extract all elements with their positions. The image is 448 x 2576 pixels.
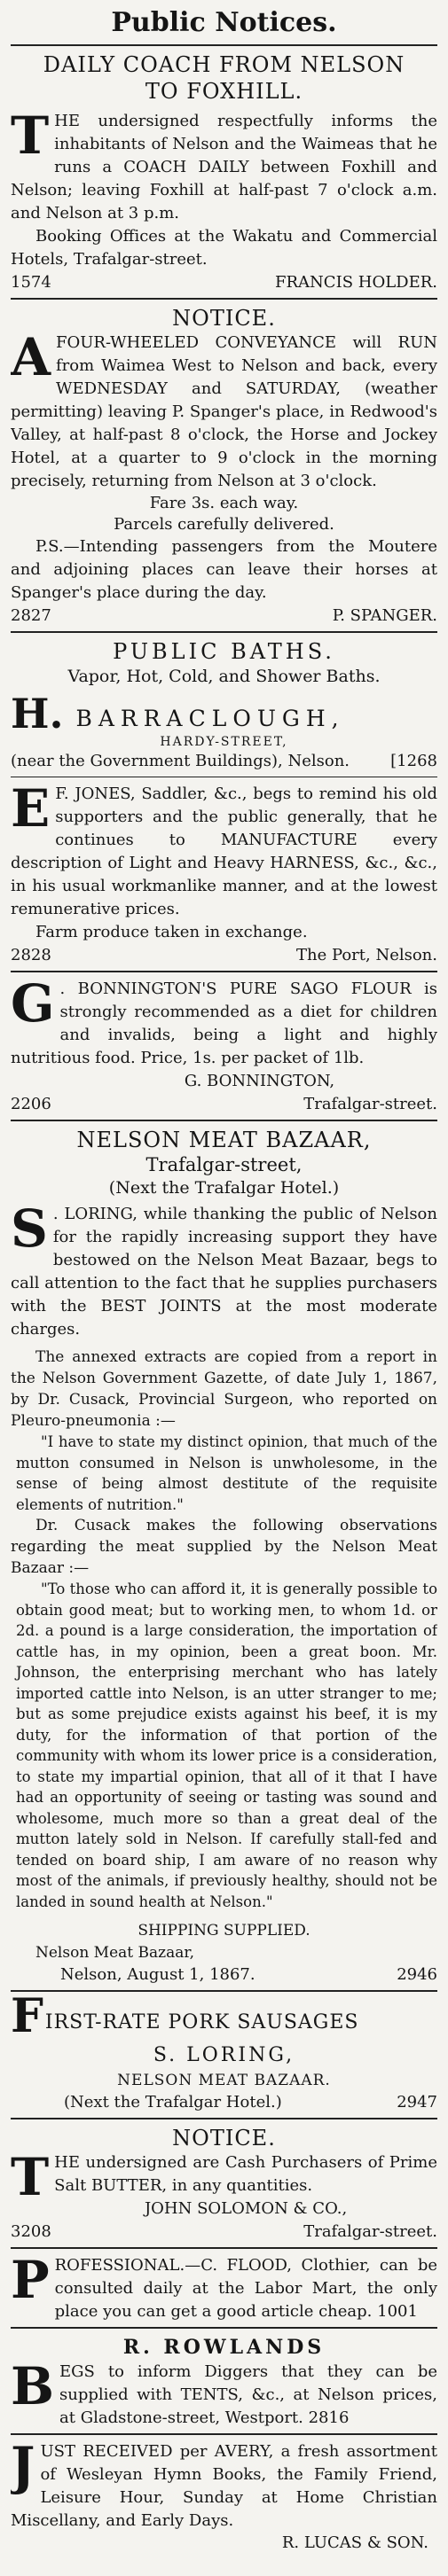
ref-number: 2827: [11, 606, 51, 625]
divider: [11, 631, 437, 633]
meat-next: (Next the Trafalgar Hotel.): [108, 1178, 340, 1198]
drop-cap: S: [11, 1198, 48, 1259]
coach-offices: Booking Offices at the Wakatu and Commercial Hotels, Trafalgar-street.: [11, 227, 437, 269]
drop-cap: P: [11, 2254, 50, 2310]
pork-title: IRST-RATE PORK SAUSAGES: [44, 2011, 359, 2033]
baths-notice: [11, 638, 437, 773]
pork-footer: [11, 2091, 437, 2114]
meat-street: Trafalgar-street,: [145, 1154, 303, 1175]
ref-number: 3208: [11, 2222, 51, 2241]
coach-text: HE undersigned respectfully informs the inhabitants of Nelson and the Waimeas that he runs a COACH DAILY between Foxhill and Nelson; leaving Foxhill at half-past 7 o'clock a.m. and Nelson at 3 p.m.: [11, 112, 437, 222]
meat-text: . LORING, while thanking the public of Nelson for the rapidly increasing support they have bestowed on the Nelson Meat Bazaar, begs to call attention to the fact that he supplies purchasers with the BEST JOINTS at the most moderate charges.: [11, 1205, 437, 1339]
conveyance-fare: Fare 3s. each way.: [149, 494, 299, 512]
drop-cap: F: [11, 1997, 43, 2043]
coach-title-2: TO FOXHILL.: [145, 79, 303, 104]
butter-footer: [11, 2221, 437, 2244]
ref-number: 2828: [11, 946, 51, 964]
ref-number: [1268: [390, 752, 437, 770]
drop-cap: T: [11, 105, 50, 166]
divider: [11, 1990, 437, 1992]
baths-near: (near the Government Buildings), Nelson.: [11, 752, 350, 770]
baths-street: HARDY-STREET,: [160, 735, 288, 749]
conveyance-notice: [11, 305, 437, 628]
baths-footer: [11, 750, 437, 773]
drop-cap: H.: [11, 690, 64, 738]
flood-body: [11, 2254, 437, 2323]
meat-shipping: SHIPPING SUPPLIED.: [138, 1922, 310, 1940]
pork-bazaar: NELSON MEAT BAZAAR.: [117, 2072, 331, 2089]
jones-farm: Farm produce taken in exchange.: [35, 923, 308, 941]
sago-body: [11, 978, 437, 1070]
butter-text: HE undersigned are Cash Purchasers of Prime Salt BUTTER, in any quantities.: [54, 2153, 437, 2195]
sago-notice: [11, 978, 437, 1116]
meat-body: [11, 1198, 437, 1341]
meat-para3: Dr. Cusack makes the following observations regarding the meat supplied by the Nelson Meat Bazaar :—: [11, 1517, 437, 1577]
place: Trafalgar-street.: [303, 2222, 437, 2241]
drop-cap: J: [11, 2440, 35, 2496]
conveyance-parcels: Parcels carefully delivered.: [114, 515, 334, 534]
drop-cap: T: [11, 2147, 50, 2207]
conveyance-text: FOUR-WHEELED CONVEYANCE will RUN from Waimea West to Nelson and back, every WEDNESDAY and SATURDAY, (weather permitting) leaving P. Spanger's place, in Redwood's Valley, at half-past 8 o'clock, the Horse and Jockey Hotel, at a quarter to 9 o'clock in the morning precisely, returning from Nelson at 3 o'clock.: [11, 333, 437, 490]
coach-title-1: DAILY COACH FROM NELSON: [43, 52, 405, 77]
meat-para2: The annexed extracts are copied from a report in the Nelson Government Gazette, of date July 1, 1867, by Dr. Cusack, Provincial Surgeon, who reported on Pleuro-pneumonia :—: [11, 1348, 437, 1430]
signer: FRANCIS HOLDER.: [275, 273, 437, 292]
meat-bazaar: Nelson Meat Bazaar,: [35, 1944, 195, 1962]
meat-footer: [11, 1963, 437, 1987]
baths-sub: Vapor, Hot, Cold, and Shower Baths.: [67, 667, 381, 686]
conveyance-footer: [11, 605, 437, 628]
flood-notice: [11, 2254, 437, 2323]
drop-cap: E: [11, 783, 51, 839]
baths-name-row: [11, 690, 437, 738]
divider: [11, 2327, 437, 2329]
divider: [11, 298, 437, 300]
drop-cap: B: [11, 2356, 55, 2416]
baths-name: BARRACLOUGH,: [75, 706, 345, 731]
butter-signer: JOHN SOLOMON & CO.,: [144, 2199, 348, 2218]
conveyance-title: NOTICE.: [172, 306, 276, 331]
ref-number: 2947: [397, 2093, 437, 2112]
ref-number: 2946: [397, 1965, 437, 1984]
coach-footer: [11, 271, 437, 294]
divider: [11, 2247, 437, 2249]
ref-number: 2816: [308, 2408, 350, 2427]
rowlands-body: [11, 2356, 437, 2430]
lucas-signer: R. LUCAS & SON.: [281, 2533, 428, 2552]
meat-quote1: "I have to state my distinct opinion, that much of the mutton consumed in Nelson is unwholesome, in the sense of being almost destitute of the requisite elements of nutrition.": [16, 1433, 437, 1513]
rowlands-title: R. ROWLANDS: [122, 2336, 326, 2359]
sago-text: . BONNINGTON'S PURE SAGO FLOUR is strongly recommended as a diet for children and invalids, being a light and highly nutritious food. Price, 1s. per packet of 1lb.: [11, 980, 437, 1067]
place: The Port, Nelson.: [295, 946, 437, 964]
pork-next: (Next the Trafalgar Hotel.): [64, 2093, 282, 2112]
rowlands-notice: [11, 2334, 437, 2430]
drop-cap: G: [11, 978, 55, 1034]
sago-footer: [11, 1093, 437, 1116]
meat-title: NELSON MEAT BAZAAR,: [76, 1128, 372, 1152]
coach-notice: [11, 51, 437, 294]
ref-number: 1001: [377, 2302, 418, 2321]
jones-text: F. JONES, Saddler, &c., begs to remind his old supporters and the public generally, that he continues to MANUFACTURE every description of Light and Heavy HARNESS, &c., &c., in his usual workmanlike manner, and at the lowest remunerative prices.: [11, 785, 437, 918]
masthead: Public Notices.: [111, 7, 337, 38]
coach-body: [11, 105, 437, 225]
rowlands-text: EGS to inform Diggers that they can be supplied with TENTS, &c., at Nelson prices, at Gladstone-street, Westport.: [59, 2362, 437, 2427]
baths-title: PUBLIC BATHS.: [113, 639, 335, 664]
jones-body: [11, 783, 437, 921]
jones-footer: [11, 944, 437, 967]
pork-notice: [11, 1997, 437, 2114]
sago-signer: G. BONNINGTON,: [184, 1072, 335, 1090]
divider: [11, 971, 437, 972]
pork-title-row: [11, 1997, 437, 2043]
divider: [11, 2118, 437, 2119]
ref-number: 2206: [11, 1095, 51, 1113]
lucas-text: UST RECEIVED per AVERY, a fresh assortment of Wesleyan Hymn Books, the Family Friend, Leisure Hour, Sunday at Home Christian Miscellany, and Early Days.: [11, 2442, 437, 2530]
ref-number: 1574: [11, 273, 51, 292]
meat-date: Nelson, August 1, 1867.: [60, 1965, 255, 1984]
meat-quote2: "To those who can afford it, it is generally possible to obtain good meat; but to working men, to whom 1d. or 2d. a pound is a large consideration, the importation of cattle has, in my opinion, been a great boon. Mr. Johnson, the enterprising merchant who has lately imported cattle into Nelson, is an utter stranger to me; but as some prejudice exists against his beef, it is my duty, for the information of that portion of the community with whom its lower price is a consideration, to state my impartial opinion, that all of it that I have had an opportunity of seeing or tasting was sound and wholesome, much more so than a great deal of the mutton lately sold in Nelson. If carefully stall-fed and tended on board ship, I am aware of no reason why most of the animals, if previously healthy, should not be landed in sound health at Nelson.": [16, 1581, 437, 1910]
butter-body: [11, 2147, 437, 2207]
conveyance-body: [11, 327, 437, 493]
butter-title: NOTICE.: [172, 2126, 276, 2151]
divider: [11, 2433, 437, 2435]
pork-name: S. LORING,: [153, 2044, 295, 2066]
drop-cap: A: [11, 327, 51, 387]
conveyance-ps: P.S.—Intending passengers from the Moutere and adjoining places can leave their horses at Spanger's place during the day.: [11, 537, 437, 602]
divider: [11, 1120, 437, 1121]
butter-notice: [11, 2125, 437, 2244]
signer: P. SPANGER.: [332, 606, 437, 625]
place: Trafalgar-street.: [303, 1095, 437, 1113]
jones-notice: [11, 783, 437, 967]
flood-text: ROFESSIONAL.—C. FLOOD, Clothier, can be consulted daily at the Labor Mart, the only place you can get a good article cheap.: [54, 2256, 437, 2321]
lucas-body: [11, 2440, 437, 2533]
divider: [11, 44, 437, 46]
lucas-notice: [11, 2440, 437, 2554]
meat-notice: [11, 1127, 437, 1987]
